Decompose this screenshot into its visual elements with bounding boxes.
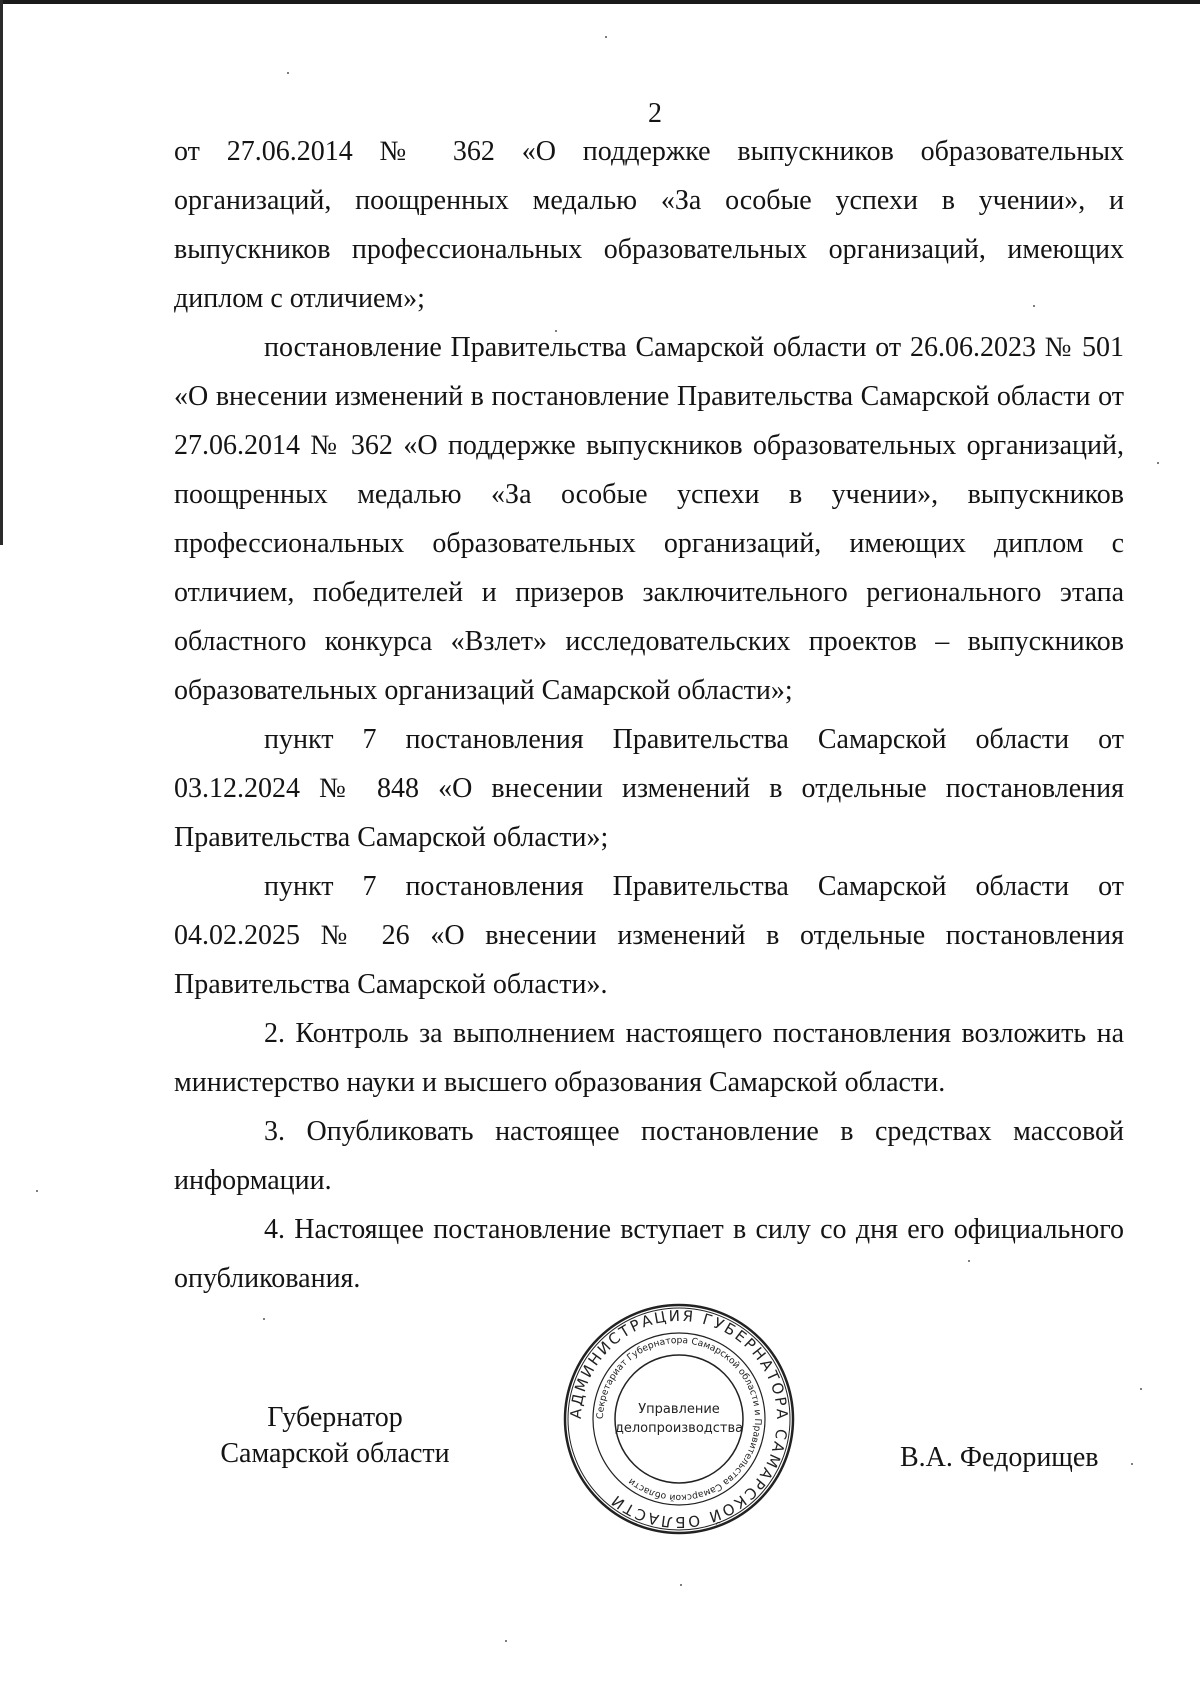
paragraph-continuation: от 27.06.2014 № 362 «О поддержке выпускников образовательных организаций, поощренных медалью «За особые успехи в учении», и выпускников профессиональных образовательных организаций, имеющих диплом с отличием»; (174, 136, 1124, 314)
scan-speck (263, 1318, 265, 1320)
paragraph-item-3: 3. Опубликовать настоящее постановление в средствах массовой информации. (174, 1116, 1124, 1196)
seal-outer-text: АДМИНИСТРАЦИЯ ГУБЕРНАТОРА САМАРСКОЙ ОБЛАСТИ (566, 1306, 792, 1532)
scan-speck (1157, 462, 1159, 464)
signatory-title-line2: Самарской области (220, 1438, 450, 1469)
document-body (174, 127, 1124, 1303)
paragraph-resolution-26: пункт 7 постановления Правительства Самарской области от 04.02.2025 № 26 «О внесении изменений в отдельные постановления Правительства Самарской области». (174, 871, 1124, 1000)
page-top-border (0, 0, 1200, 4)
paragraph-resolution-501: постановление Правительства Самарской области от 26.06.2023 № 501 «О внесении изменений в постановление Правительства Самарской области от 27.06.2014 № 362 «О поддержке выпускников образовательных организаций, поощренных медалью «За особые успехи в учении», выпускников профессиональных образовательных организаций, имеющих диплом с отличием, победителей и призеров заключительного регионального этапа областного конкурса «Взлет» исследовательских проектов – выпускников образовательных организаций Самарской области»; (174, 332, 1124, 706)
paragraph-resolution-848: пункт 7 постановления Правительства Самарской области от 03.12.2024 № 848 «О внесении изменений в отдельные постановления Правительства Самарской области»; (174, 724, 1124, 853)
official-seal (562, 1302, 796, 1536)
seal-center-line1: Управление (638, 1402, 720, 1417)
scan-speck (605, 36, 607, 38)
page-number: 2 (648, 98, 662, 129)
scan-speck (287, 72, 289, 74)
scan-speck (505, 1640, 507, 1642)
seal-inner-ring (615, 1355, 743, 1483)
scan-speck (680, 1584, 682, 1586)
scan-left-edge (0, 0, 3, 545)
seal-center-line2: делопроизводства (614, 1421, 744, 1436)
scan-speck (36, 1190, 38, 1192)
signatory-title (215, 1400, 455, 1472)
signatory-title-line1: Губернатор (267, 1402, 403, 1433)
scan-speck (1140, 1388, 1142, 1390)
signatory-name: В.А. Федорищев (900, 1442, 1099, 1473)
seal-middle-text: Секретариат Губернатора Самарской области и Правительства Самарской области (594, 1334, 764, 1504)
paragraph-item-4: 4. Настоящее постановление вступает в силу со дня его официального опубликования. (174, 1214, 1124, 1294)
scan-speck (1131, 1463, 1133, 1465)
seal-middle-ring (593, 1333, 765, 1505)
paragraph-item-2: 2. Контроль за выполнением настоящего постановления возложить на министерство науки и высшего образования Самарской области. (174, 1018, 1124, 1098)
